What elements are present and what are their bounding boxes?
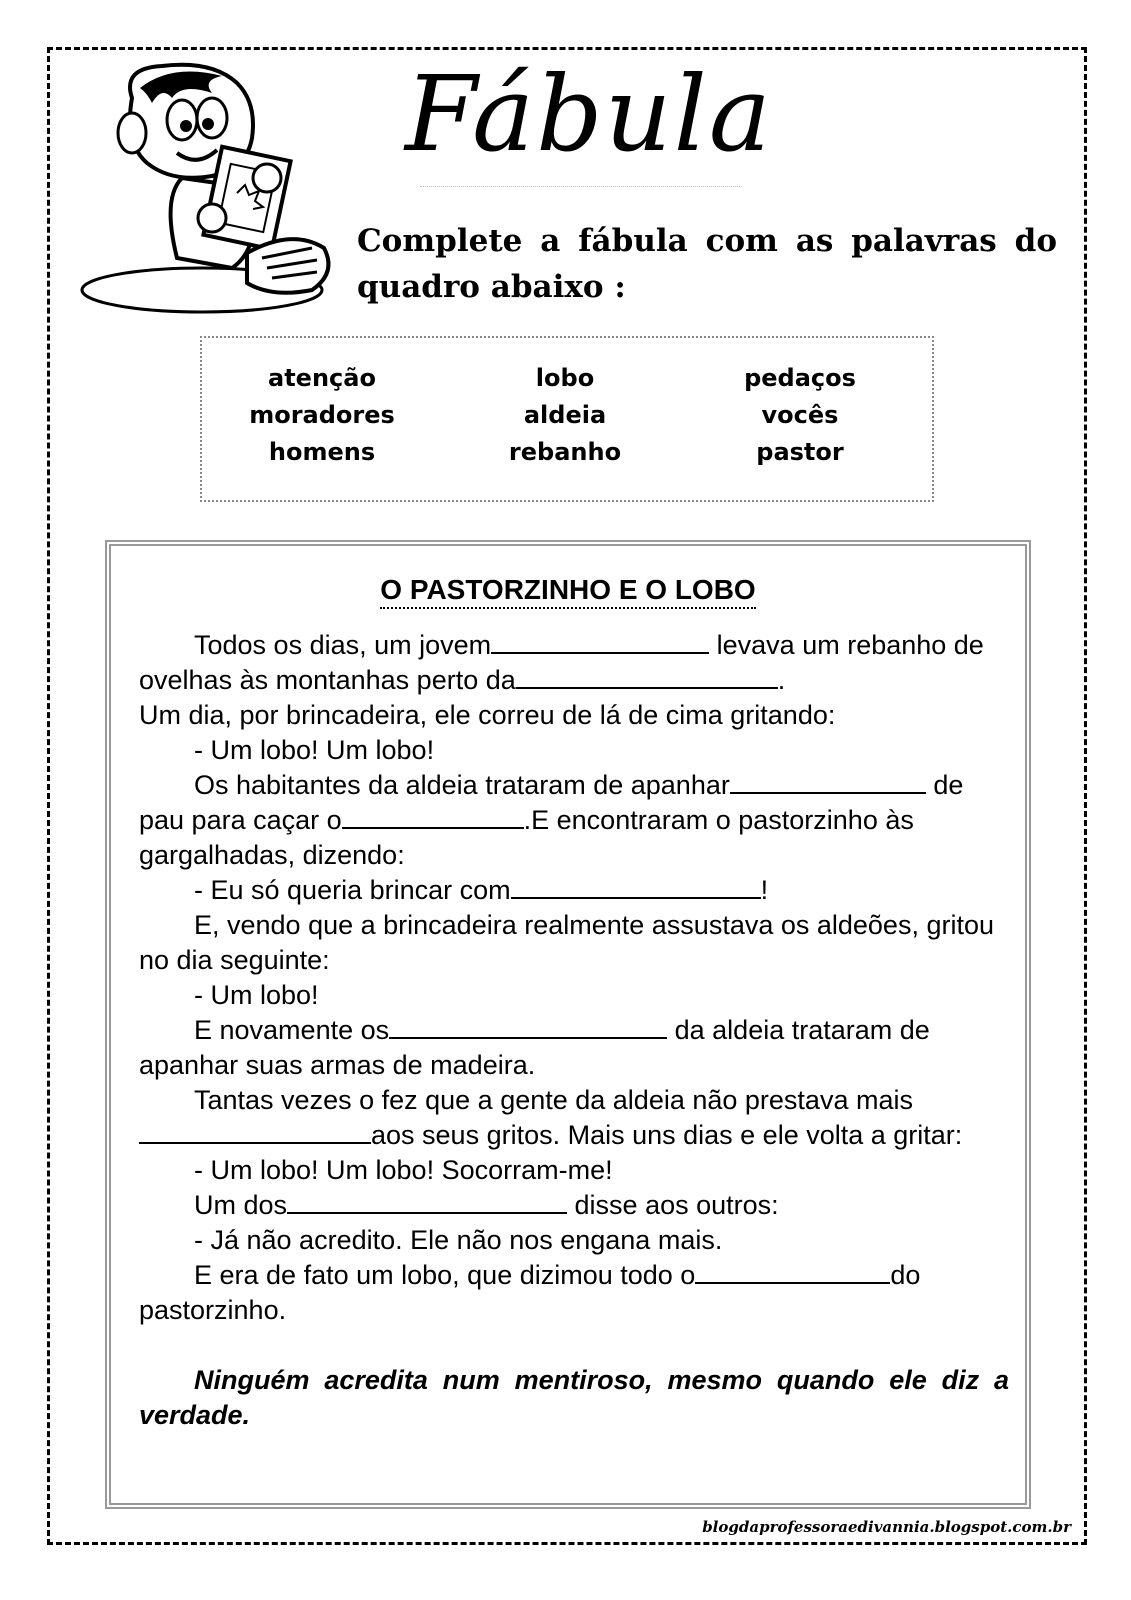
- word-item: vocês: [761, 401, 839, 429]
- paragraph: - Um lobo! Um lobo!: [194, 735, 435, 765]
- story-moral: Ninguém acredita num mentiroso, mesmo quando ele diz a verdade.: [139, 1365, 1009, 1430]
- story-box: [105, 540, 1031, 1509]
- paragraph: Tantas vezes o fez que a gente da aldeia não prestava mais aos seus gritos. Mais uns dias e ele volta a gritar:: [139, 1083, 1009, 1153]
- blank-pedacos[interactable]: [730, 768, 926, 794]
- word-item: atenção: [268, 364, 376, 392]
- word-item: lobo: [535, 364, 595, 392]
- instruction-text: Complete a fábula com as palavras do quadro abaixo :: [357, 223, 1057, 305]
- word-column-3: [720, 360, 880, 471]
- paragraph: Todos os dias, um jovem levava um rebanho de ovelhas às montanhas perto da .: [139, 630, 984, 695]
- paragraph: - Um lobo! Um lobo! Socorram-me!: [194, 1155, 613, 1185]
- paragraph: E era de fato um lobo, que dizimou todo o do pastorzinho.: [139, 1260, 921, 1325]
- word-item: moradores: [249, 401, 395, 429]
- blank-pastor[interactable]: [491, 628, 709, 654]
- story-text: [139, 628, 1009, 1433]
- paragraph: E, vendo que a brincadeira realmente assustava os aldeões, gritou no dia seguinte:: [139, 910, 994, 975]
- paragraph: E novamente os da aldeia trataram de apanhar suas armas de madeira.: [139, 1015, 930, 1080]
- paragraph: Um dos disse aos outros:: [194, 1190, 779, 1220]
- blank-atencao[interactable]: [139, 1118, 371, 1144]
- boy-reading-illustration: [62, 58, 342, 328]
- title-underline: [420, 186, 740, 187]
- word-column-2: [485, 360, 645, 471]
- word-item: pedaços: [744, 364, 856, 392]
- blank-rebanho[interactable]: [695, 1258, 890, 1284]
- blank-lobo[interactable]: [342, 803, 524, 829]
- word-item: homens: [268, 438, 376, 466]
- paragraph: - Eu só queria brincar com !: [194, 875, 769, 905]
- blank-moradores[interactable]: [389, 1013, 667, 1039]
- blank-homens[interactable]: [287, 1188, 567, 1214]
- word-item: pastor: [756, 438, 844, 466]
- paragraph: Os habitantes da aldeia trataram de apanhar de pau para caçar o .E encontraram o pastorzinho às gargalhadas, dizendo:: [139, 770, 964, 870]
- story-title: O PASTORZINHO E O LOBO: [111, 574, 1025, 606]
- blank-voces[interactable]: [511, 873, 761, 899]
- paragraph: - Já não acredito. Ele não nos engana mais.: [194, 1225, 723, 1255]
- paragraph: Um dia, por brincadeira, ele correu de lá de cima gritando:: [139, 700, 836, 730]
- word-column-1: [242, 360, 402, 471]
- word-item: rebanho: [508, 438, 622, 466]
- paragraph: - Um lobo!: [194, 980, 319, 1010]
- blank-aldeia[interactable]: [516, 663, 778, 689]
- word-box: [200, 336, 934, 502]
- blog-url: blogdaprofessoraedivannia.blogspot.com.br: [702, 1518, 1071, 1536]
- page-title: Fábula: [405, 53, 773, 175]
- word-item: aldeia: [523, 401, 607, 429]
